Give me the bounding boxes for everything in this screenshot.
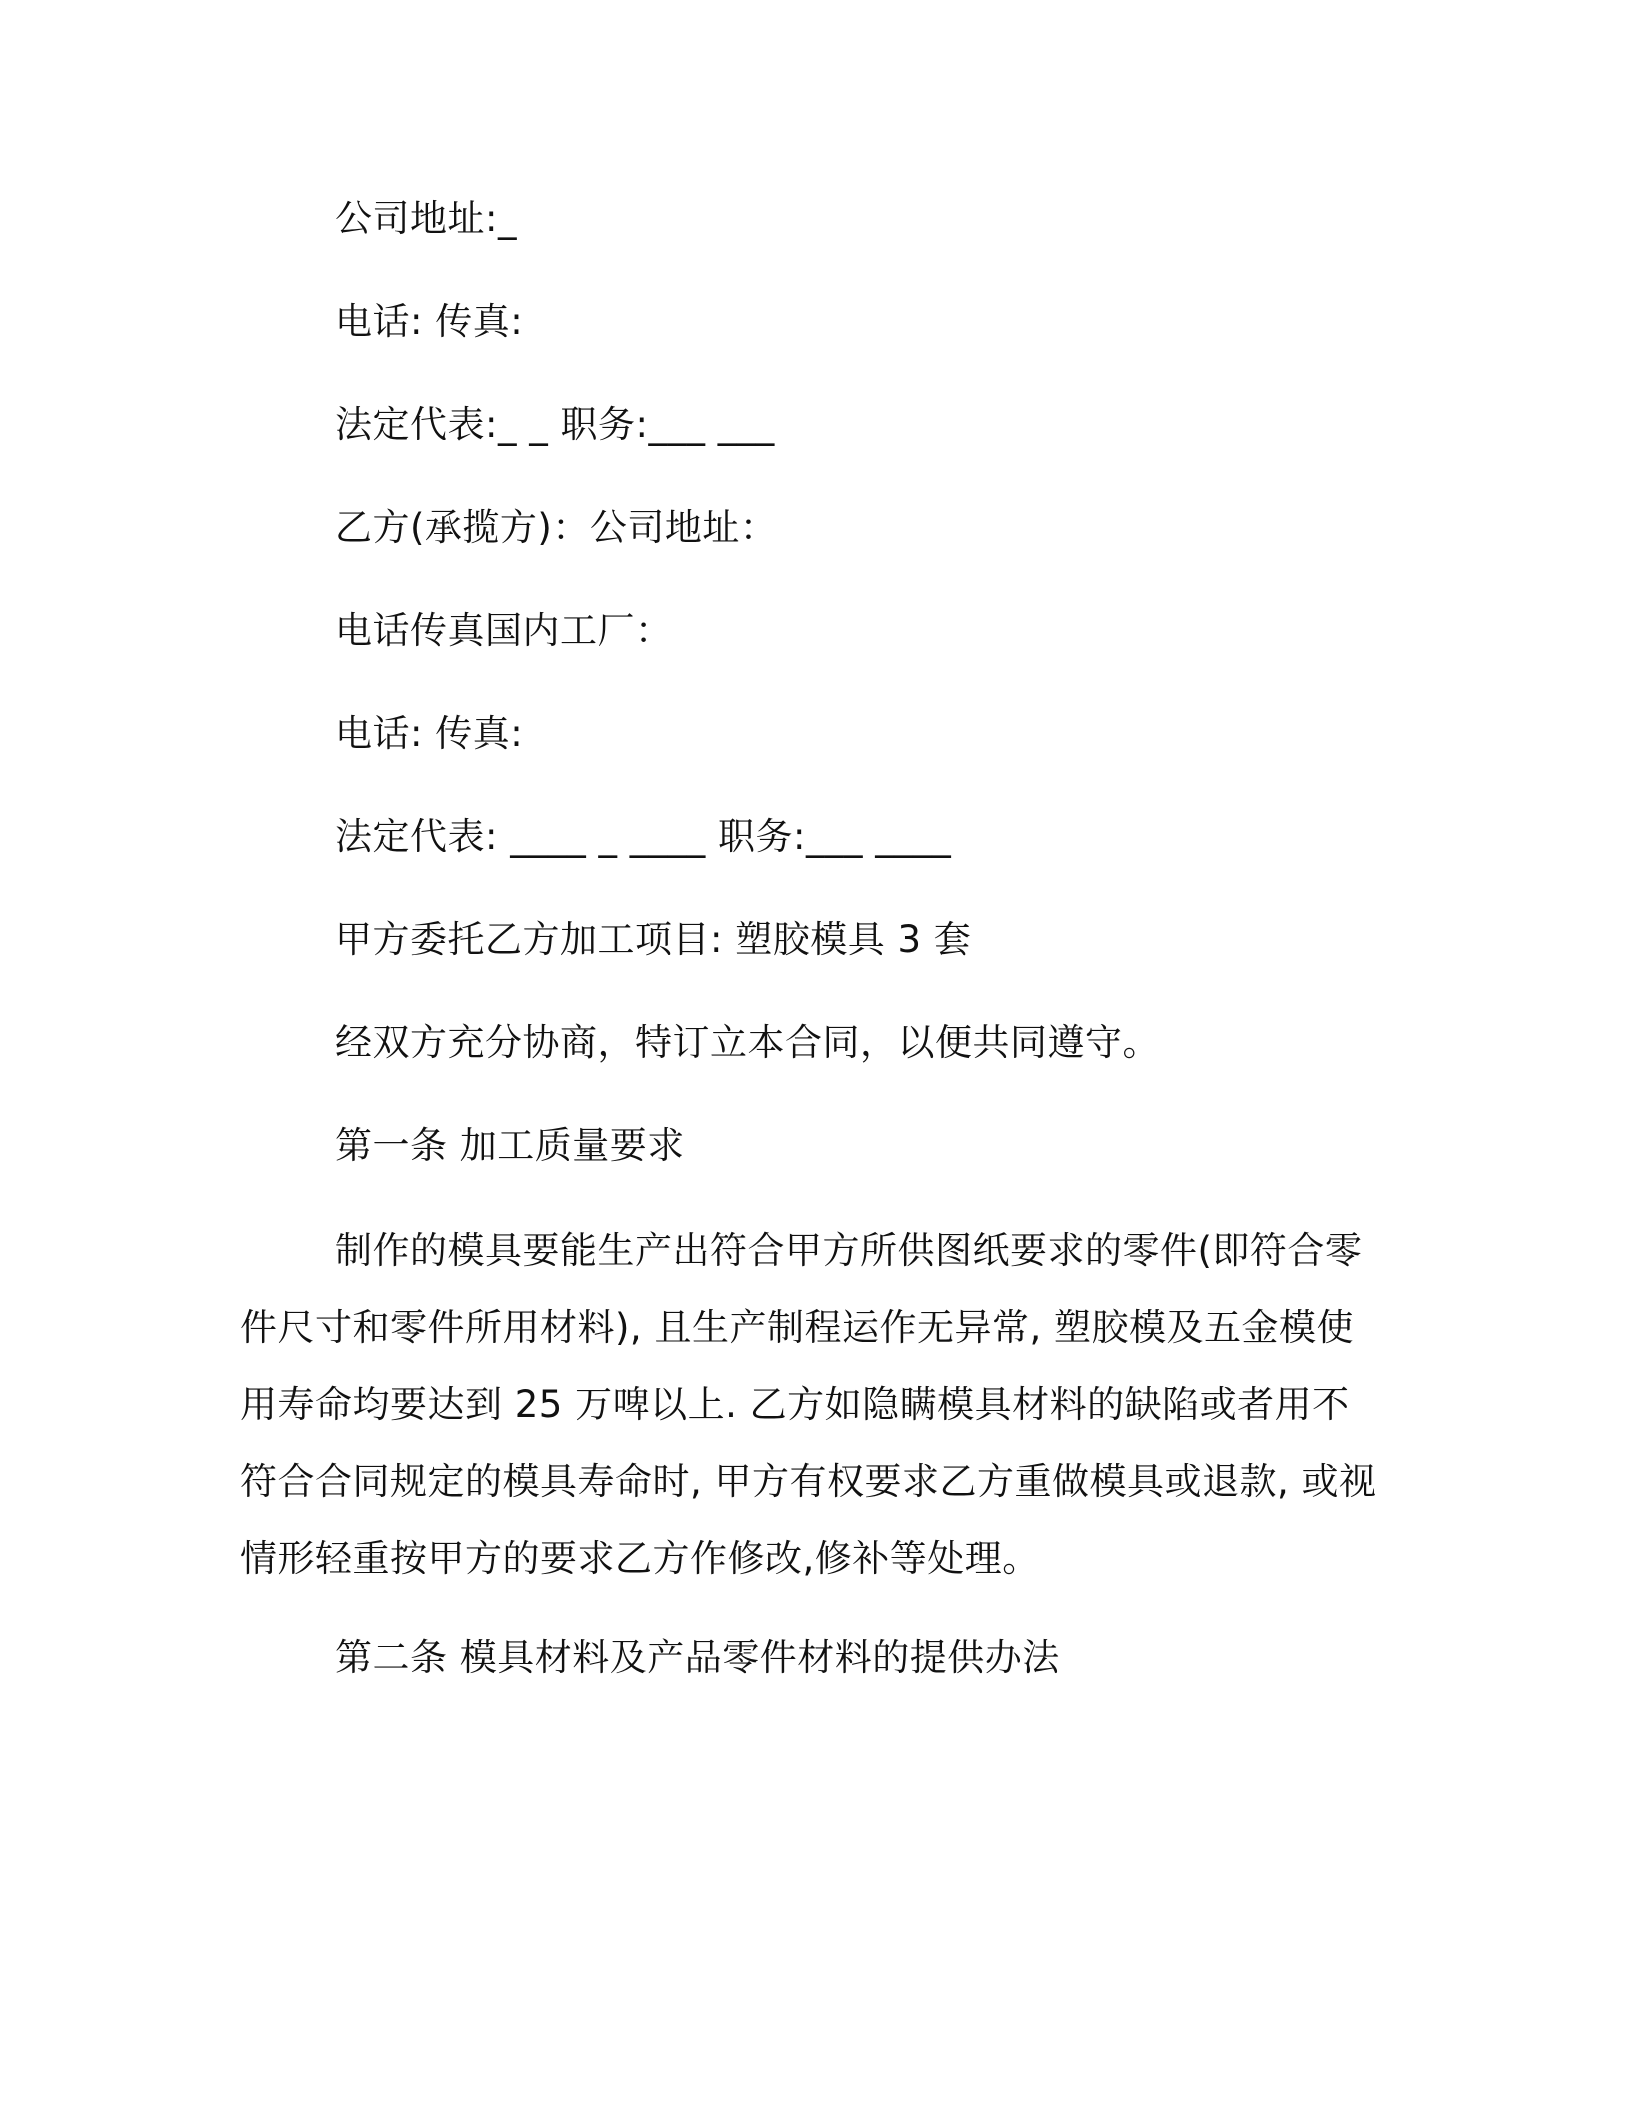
- article-2-title: 第二条 模具材料及产品零件材料的提供办法: [335, 1636, 1060, 1679]
- party-b-phone-fax: 电话: 传真:: [335, 712, 524, 755]
- party-a-legal-representative: 法定代表:_ _ 职务:___ ___: [335, 403, 775, 446]
- party-b-phone-fax-factory: 电话传真国内工厂：: [335, 609, 673, 652]
- party-b-heading: 乙方(承揽方)：公司地址：: [335, 506, 778, 549]
- processing-project: 甲方委托乙方加工项目: 塑胶模具 3 套: [335, 918, 972, 961]
- article-1-title: 第一条 加工质量要求: [335, 1124, 685, 1167]
- agreement-statement: 经双方充分协商，特订立本合同，以便共同遵守。: [335, 1021, 1160, 1064]
- party-b-legal-representative: 法定代表: ____ _ ____ 职务:___ ____: [335, 815, 952, 858]
- party-a-company-address: 公司地址:_: [335, 197, 517, 240]
- party-a-phone-fax: 电话: 传真:: [335, 300, 524, 343]
- article-1-body: 制作的模具要能生产出符合甲方所供图纸要求的零件(即符合零件尺寸和零件所用材料), 且生产制程运作无异常, 塑胶模及五金模使用寿命均要达到 25 万啤以上. 乙方如隐瞒模具材料的缺陷或者用不符合合同规定的模具寿命时, 甲方有权要求乙方重做模具或退款, 或视情形轻重按甲方的要求乙方作修改,修补等处理。: [240, 1229, 1377, 1580]
